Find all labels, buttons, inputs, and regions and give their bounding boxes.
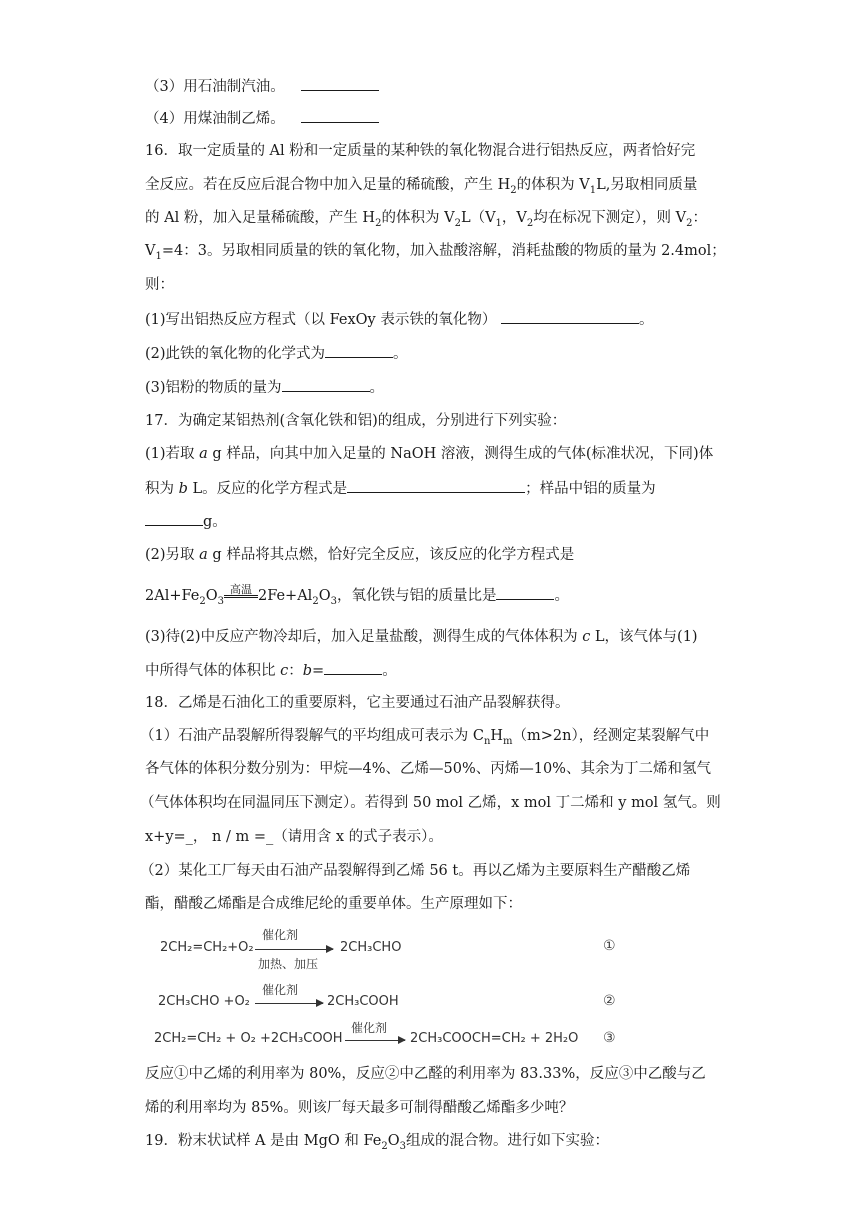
q18-part-2-line-2: 酯，醋酸乙烯酯是合成维尼纶的重要单体。生产原理如下： [145,896,522,912]
answer-blank[interactable] [501,309,639,324]
q18-part-1-line-3: （气体体积均在同温同压下测定）。若得到 50 mol 乙烯，x mol 丁二烯和 y mol 氢气。则 [140,795,721,811]
q16-line-1: 16．取一定质量的 Al 粉和一定质量的某种铁的氧化物混合进行铝热反应，两者恰好完 [145,143,696,159]
equation-2-number: ② [603,993,616,1009]
q18-part-2-line-4: 烯的利用率均为 85%。则该厂每天最多可制得醋酸乙烯酯多少吨？ [145,1100,574,1116]
q16-sub-2: (2)此铁的氧化物的化学式为 。 [145,343,408,364]
q16-line-3: 的 Al 粉，加入足量稀硫酸，产生 $H_2$的体积为 $V_2L(V_1$，$V_2$均在标况下测定），则 $V_2$： [145,210,707,229]
equation-1-right: 2CH₃CHO [340,940,402,955]
q17-part-1-line-1: (1)若取 a g 样品，向其中加入足量的 NaOH 溶液，测得生成的气体(标准状况，下同)体 [145,446,714,462]
q15-item-3: （3）用石油制汽油。 [145,76,379,97]
equation-2-left: 2CH₃CHO +O₂ [158,994,250,1009]
equation-1-condition: 加热、加压 [258,957,319,971]
equation-3-number: ③ [603,1030,616,1046]
q16-line-2: 全反应。若在反应后混合物中加入足量的稀硫酸，产生 $H_2$的体积为 $V_1L$,另取相同质量 [145,177,698,196]
answer-blank[interactable] [324,660,382,675]
q16-sub-3: (3)铝粉的物质的量为 。 [145,377,384,398]
q17-part-2-equation: $2Al+Fe_2O_3$高温 $2Fe+Al_2O_3$，氧化铁与铝的质量比是 。 [145,585,569,612]
q17-part-1-line-2: 积为 b L。反应的化学方程式是 ；样品中铝的质量为 [145,478,656,499]
q18-part-2-line-1: （2）某化工厂每天由石油产品裂解得到乙烯 56 t。再以乙烯为主要原料生产醋酸乙烯 [140,863,691,879]
q18-part-1-line-2: 各气体的体积分数分别为：甲烷—4%、乙烯—50%、丙烯—10%、其余为丁二烯和氢气 [145,761,711,777]
answer-blank[interactable] [145,511,203,526]
answer-blank[interactable] [301,108,379,123]
q17-part-2-line-1: (2)另取 a g 样品将其点燃，恰好完全反应，该反应的化学方程式是 [145,547,575,563]
equation-3-arrow [345,1040,405,1041]
equation-1-number: ① [603,938,616,954]
answer-blank[interactable] [301,76,379,91]
q19-line-1: 19．粉末状试样 A 是由 MgO 和 $Fe_2O_3$组成的混合物。进行如下实验： [145,1133,609,1152]
q17-part-3-line-1: (3)待(2)中反应产物冷却后，加入足量盐酸，测得生成的气体体积为 c L，该气体与(1) [145,629,698,645]
answer-blank[interactable] [325,343,393,358]
q18-part-2-line-3: 反应①中乙烯的利用率为 80%，反应②中乙醛的利用率为 83.33%，反应③中乙酸与乙 [145,1066,706,1082]
q18-part-1-line-1: （1）石油产品裂解所得裂解气的平均组成可表示为 $C_nH_m(m>2n)$，经测定某裂解气中 [140,728,710,747]
q17-part-3-line-2: 中所得气体的体积比 c：b= 。 [145,660,397,681]
reaction-condition-high-temp: 高温 [224,580,258,600]
q16-sub-1: (1)写出铝热反应方程式（以 FexOy 表示铁的氧化物） 。 [145,309,653,330]
equation-3-left: 2CH₂=CH₂ + O₂ +2CH₃COOH [154,1031,343,1046]
q16-line-5: 则： [145,277,174,293]
q18-line-1: 18．乙烯是石油化工的重要原料，它主要通过石油产品裂解获得。 [145,695,570,711]
equation-2-right: 2CH₃COOH [327,994,399,1009]
equation-3-catalyst: 催化剂 [351,1021,388,1035]
q17-part-1-line-3: g。 [145,511,227,532]
answer-blank[interactable] [496,585,554,600]
equation-2-arrow [255,1003,323,1004]
equation-1-catalyst: 催化剂 [262,928,299,942]
answer-blank[interactable] [282,377,370,392]
q15-item-4: （4）用煤油制乙烯。 [145,108,379,129]
equation-2-catalyst: 催化剂 [262,983,299,997]
equation-3-right: 2CH₃COOCH=CH₂ + 2H₂O [410,1031,579,1046]
q16-line-4: $V_1=4$：3。另取相同质量的铁的氧化物，加入盐酸溶解，消耗盐酸的物质的量为 2.4mol； [145,243,726,262]
equation-1-arrow [255,949,333,950]
equation-1-left: 2CH₂=CH₂+O₂ [160,940,254,955]
answer-blank[interactable] [347,478,525,493]
q17-line-1: 17．为确定某铝热剂(含氧化铁和铝)的组成，分别进行下列实验： [145,413,567,429]
q18-part-1-line-4: x+y=_， n / m =_（请用含 x 的式子表示）。 [145,829,443,845]
